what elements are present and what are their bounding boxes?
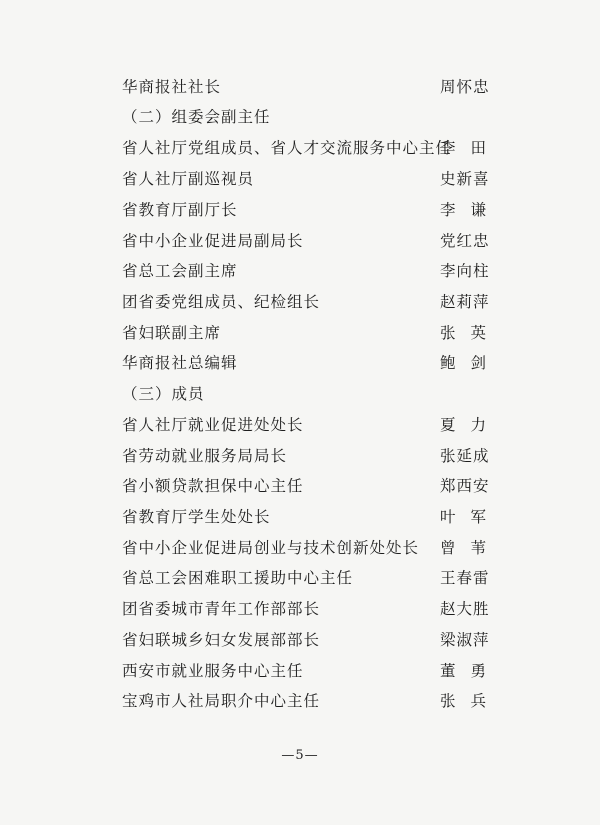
position-title: 省总工会困难职工援助中心主任 <box>122 569 354 587</box>
person-name: 叶军 <box>440 508 502 526</box>
list-row <box>0 686 600 716</box>
list-row <box>0 133 600 163</box>
position-title: 省教育厅学生处处长 <box>122 508 271 526</box>
person-name: 董勇 <box>440 662 502 680</box>
person-name: 赵莉萍 <box>440 293 490 311</box>
section-heading-text: （二）组委会副主任 <box>122 108 271 126</box>
list-row <box>0 471 600 501</box>
list-row <box>0 72 600 102</box>
person-name: 张延成 <box>440 447 490 465</box>
person-name: 李向柱 <box>440 262 490 280</box>
list-row <box>0 256 600 286</box>
person-name: 赵大胜 <box>440 600 490 618</box>
person-name: 史新喜 <box>440 170 490 188</box>
position-title: 省妇联城乡妇女发展部部长 <box>122 631 321 649</box>
list-row <box>0 502 600 532</box>
list-row <box>0 625 600 655</box>
position-title: 省妇联副主席 <box>122 324 222 342</box>
position-title: 华商报社社长 <box>122 78 222 96</box>
section-heading-text: （三）成员 <box>122 385 205 403</box>
position-title: 省人社厅副巡视员 <box>122 170 255 188</box>
list-row <box>0 533 600 563</box>
section-heading <box>0 379 600 409</box>
list-row <box>0 348 600 378</box>
person-name: 梁淑萍 <box>440 631 490 649</box>
list-row <box>0 318 600 348</box>
position-title: 省人社厅党组成员、省人才交流服务中心主任 <box>122 139 453 157</box>
position-title: 省教育厅副厅长 <box>122 201 238 219</box>
position-title: 宝鸡市人社局职介中心主任 <box>122 692 321 710</box>
position-title: 省总工会副主席 <box>122 262 238 280</box>
position-title: 省中小企业促进局副局长 <box>122 232 304 250</box>
list-row <box>0 226 600 256</box>
person-name: 李谦 <box>440 201 502 219</box>
list-row <box>0 594 600 624</box>
list-row <box>0 195 600 225</box>
list-row <box>0 410 600 440</box>
position-title: 团省委党组成员、纪检组长 <box>122 293 321 311</box>
position-title: 省小额贷款担保中心主任 <box>122 477 304 495</box>
person-name: 党红忠 <box>440 232 490 250</box>
list-row <box>0 164 600 194</box>
position-title: 省中小企业促进局创业与技术创新处处长 <box>122 539 420 557</box>
section-heading <box>0 102 600 132</box>
person-name: 王春雷 <box>440 569 490 587</box>
person-name: 周怀忠 <box>440 78 490 96</box>
position-title: 华商报社总编辑 <box>122 354 238 372</box>
person-name: 夏力 <box>440 416 502 434</box>
list-row <box>0 563 600 593</box>
person-name: 鲍剑 <box>440 354 502 372</box>
position-title: 团省委城市青年工作部部长 <box>122 600 321 618</box>
position-title: 西安市就业服务中心主任 <box>122 662 304 680</box>
list-row <box>0 656 600 686</box>
list-row <box>0 441 600 471</box>
person-name: 李田 <box>440 139 502 157</box>
person-name: 曾苇 <box>440 539 502 557</box>
person-name: 张兵 <box>440 692 502 710</box>
person-name: 郑西安 <box>440 477 490 495</box>
page-number: —5— <box>281 748 319 763</box>
position-title: 省劳动就业服务局局长 <box>122 447 288 465</box>
person-name: 张英 <box>440 324 502 342</box>
position-title: 省人社厅就业促进处处长 <box>122 416 304 434</box>
list-row <box>0 287 600 317</box>
